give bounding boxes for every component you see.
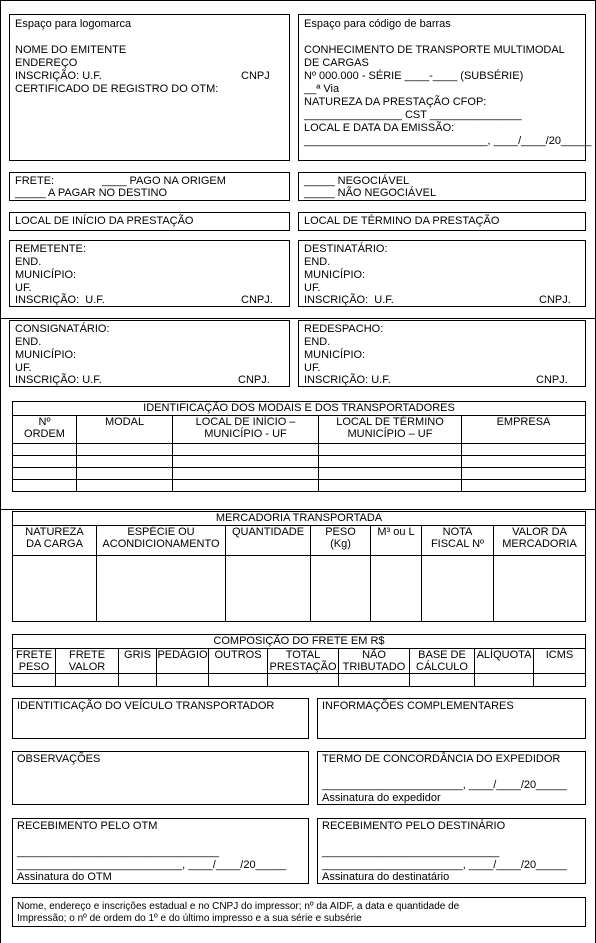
cargo-col-nature: NATUREZA DA CARGA bbox=[13, 526, 97, 556]
negotiable-box bbox=[298, 172, 586, 201]
sender-city: MUNICÍPIO: bbox=[15, 269, 77, 281]
consignee-uf: UF. bbox=[15, 362, 32, 374]
cargo-title: MERCADORIA TRANSPORTADA bbox=[13, 512, 586, 526]
recipient-receipt-box bbox=[317, 818, 586, 884]
redispatch-title: REDESPACHO: bbox=[304, 323, 384, 335]
recipient-title: DESTINATÁRIO: bbox=[304, 243, 388, 255]
recipient-cnpj: CNPJ. bbox=[539, 294, 571, 306]
emission-date-line: ______________________________, ____/____/20_____ bbox=[304, 135, 592, 147]
negotiable: _____ NEGOCIÁVEL bbox=[304, 175, 410, 187]
comp-col-rate: ALÍQUOTA bbox=[475, 649, 534, 674]
comp-col-icms: ICMS bbox=[534, 649, 586, 674]
printer-info-line1: Nome, endereço e inscrições estadual e no CNPJ do impressor; nº da AIDF, a data e quantidade de bbox=[17, 901, 460, 912]
cfop-label: NATUREZA DA PRESTAÇÃO CFOP: bbox=[304, 96, 487, 108]
sender-box bbox=[9, 240, 290, 307]
sender-title: REMETENTE: bbox=[15, 243, 86, 255]
comp-col-weight: FRETE PESO bbox=[13, 649, 56, 674]
recipient-address: END. bbox=[304, 256, 331, 268]
modes-title: IDENTIFICAÇÃO DOS MODAIS E DOS TRANSPORTADORES bbox=[13, 402, 586, 416]
comp-col-others: OUTROS bbox=[209, 649, 268, 674]
composition-table-wrap bbox=[12, 634, 586, 687]
start-location: LOCAL DE INÍCIO DA PRESTAÇÃO bbox=[15, 215, 194, 227]
separator bbox=[0, 318, 596, 319]
agreement-signature: Assinatura do expedidor bbox=[322, 792, 441, 804]
issuer-address: ENDEREÇO bbox=[15, 57, 78, 69]
freight-label: FRETE: bbox=[15, 175, 55, 187]
consignee-title: CONSIGNATÁRIO: bbox=[15, 323, 110, 335]
sender-address: END. bbox=[15, 256, 42, 268]
table-row bbox=[13, 456, 586, 468]
otm-receipt-title: RECEBIMENTO PELO OTM bbox=[17, 820, 158, 832]
consignee-cnpj: CNPJ. bbox=[238, 374, 270, 386]
cargo-col-volume: M³ ou L bbox=[371, 526, 422, 556]
barcode-space: Espaço para código de barras bbox=[304, 18, 451, 30]
cst-line: ________________ CST _______________ bbox=[304, 109, 522, 121]
freight-paid-origin: ____ PAGO NA ORIGEM bbox=[102, 175, 226, 187]
consignee-address: END. bbox=[15, 336, 42, 348]
comp-col-toll: PEDÁGIO bbox=[157, 649, 209, 674]
cargo-col-value: VALOR DA MERCADORIA bbox=[494, 526, 586, 556]
non-negotiable: _____ NÃO NEGOCIÁVEL bbox=[304, 187, 437, 199]
otm-certificate: CERTIFICADO DE REGISTRO DO OTM: bbox=[15, 83, 219, 95]
comp-col-total: TOTAL PRESTAÇÃO bbox=[269, 649, 337, 673]
redispatch-registration: INSCRIÇÃO: U.F. bbox=[304, 374, 391, 386]
redispatch-box bbox=[298, 320, 586, 387]
otm-receipt-date-line: ___________________________, ____/____/20_____ bbox=[17, 859, 287, 871]
issuer-box bbox=[9, 14, 290, 161]
document-title-2: DE CARGAS bbox=[304, 57, 369, 69]
redispatch-address: END. bbox=[304, 336, 331, 348]
modes-col-order: Nº ORDEM bbox=[13, 416, 77, 444]
observations: OBSERVAÇÕES bbox=[17, 753, 101, 765]
via: __ª Via bbox=[304, 83, 340, 95]
recipient-city: MUNICÍPIO: bbox=[304, 269, 366, 281]
sender-cnpj: CNPJ. bbox=[241, 294, 273, 306]
modes-col-company: EMPRESA bbox=[462, 416, 586, 444]
modes-col-modal: MODAL bbox=[77, 416, 173, 444]
comp-col-base: BASE DE CÁLCULO bbox=[410, 649, 475, 674]
freight-box bbox=[9, 172, 290, 201]
modes-col-end: LOCAL DE TÉRMINO MUNICÍPIO – UF bbox=[319, 416, 462, 444]
emission-label: LOCAL E DATA DA EMISSÃO: bbox=[304, 122, 455, 134]
recipient-receipt-date-line: _______________________, ____/____/20_____ bbox=[322, 859, 567, 871]
agreement-date-line: _______________________, ____/____/20_____ bbox=[322, 779, 567, 791]
consignee-box bbox=[9, 320, 290, 387]
sender-registration: INSCRIÇÃO: U.F. bbox=[15, 294, 105, 306]
cargo-table bbox=[12, 511, 586, 622]
comp-col-untaxed: NÃO TRIBUTADO bbox=[339, 649, 410, 674]
table-row bbox=[13, 468, 586, 480]
vehicle-box bbox=[12, 698, 309, 739]
table-row bbox=[13, 480, 586, 492]
redispatch-city: MUNICÍPIO: bbox=[304, 349, 366, 361]
comp-col-gris: GRIS bbox=[119, 649, 157, 674]
cargo-col-quantity: QUANTIDADE bbox=[226, 526, 311, 556]
issuer-cnpj: CNPJ bbox=[241, 70, 270, 82]
separator bbox=[0, 509, 596, 510]
printer-info-line2: Impressão; o nº de ordem do 1º e do último impresso e a sua série e subsérie bbox=[17, 913, 362, 924]
comp-col-value: FRETE VALOR bbox=[56, 649, 119, 674]
recipient-box bbox=[298, 240, 586, 307]
table-row bbox=[13, 444, 586, 456]
cargo-col-species: ESPÉCIE OU ACONDICIONAMENTO bbox=[97, 526, 226, 556]
recipient-uf: UF. bbox=[304, 282, 321, 294]
complementary-info: INFORMAÇÕES COMPLEMENTARES bbox=[322, 700, 514, 712]
end-location-box bbox=[298, 212, 586, 231]
agreement-title: TERMO DE CONCORDÂNCIA DO EXPEDIDOR bbox=[322, 753, 561, 765]
complementary-box bbox=[317, 698, 586, 739]
table-row bbox=[13, 674, 586, 687]
recipient-signature: Assinatura do destinatário bbox=[322, 871, 450, 883]
sender-uf: UF. bbox=[15, 282, 32, 294]
number-series: Nº 000.000 - SÉRIE ____-____ (SUBSÉRIE) bbox=[304, 70, 524, 82]
vehicle-id: IDENTITICAÇÃO DO VEÍCULO TRANSPORTADOR bbox=[17, 700, 275, 712]
logo-space: Espaço para logomarca bbox=[15, 18, 132, 30]
modes-table-wrap bbox=[12, 401, 586, 492]
document-title: CONHECIMENTO DE TRANSPORTE MULTIMODAL bbox=[304, 44, 565, 56]
printer-info-box bbox=[12, 897, 586, 927]
otm-signature: Assinatura do OTM bbox=[17, 871, 112, 883]
redispatch-uf: UF. bbox=[304, 362, 321, 374]
otm-receipt-line: _________________________________ bbox=[17, 846, 219, 858]
document-box bbox=[298, 14, 592, 161]
otm-receipt-box bbox=[12, 818, 309, 884]
end-location: LOCAL DE TÉRMINO DA PRESTAÇÃO bbox=[304, 215, 500, 227]
redispatch-cnpj: CNPJ. bbox=[536, 374, 568, 386]
recipient-receipt-line: _____________________________ bbox=[322, 846, 500, 858]
start-location-box bbox=[9, 212, 290, 231]
page-top-border bbox=[0, 0, 596, 1]
modes-table bbox=[12, 401, 586, 492]
recipient-receipt-title: RECEBIMENTO PELO DESTINÁRIO bbox=[322, 820, 506, 832]
freight-pay-destination: _____ A PAGAR NO DESTINO bbox=[15, 187, 168, 199]
composition-title: COMPOSIÇÃO DO FRETE EM R$ bbox=[13, 635, 586, 649]
agreement-box bbox=[317, 751, 586, 805]
issuer-registration: INSCRIÇÃO: U.F. bbox=[15, 70, 102, 82]
recipient-registration: INSCRIÇÃO: U.F. bbox=[304, 294, 394, 306]
page-left-border bbox=[0, 0, 1, 943]
consignee-registration: INSCRIÇÃO: U.F. bbox=[15, 374, 102, 386]
table-row bbox=[13, 556, 586, 622]
consignee-city: MUNICÍPIO: bbox=[15, 349, 77, 361]
cargo-table-wrap bbox=[12, 511, 586, 622]
cargo-col-invoice: NOTA FISCAL Nº bbox=[422, 526, 494, 556]
composition-table bbox=[12, 634, 586, 687]
cargo-col-weight: PESO (Kg) bbox=[311, 526, 371, 556]
issuer-name: NOME DO EMITENTE bbox=[15, 44, 127, 56]
modes-col-start: LOCAL DE INÍCIO – MUNICÍPIO - UF bbox=[173, 416, 319, 444]
observations-box bbox=[12, 751, 309, 805]
